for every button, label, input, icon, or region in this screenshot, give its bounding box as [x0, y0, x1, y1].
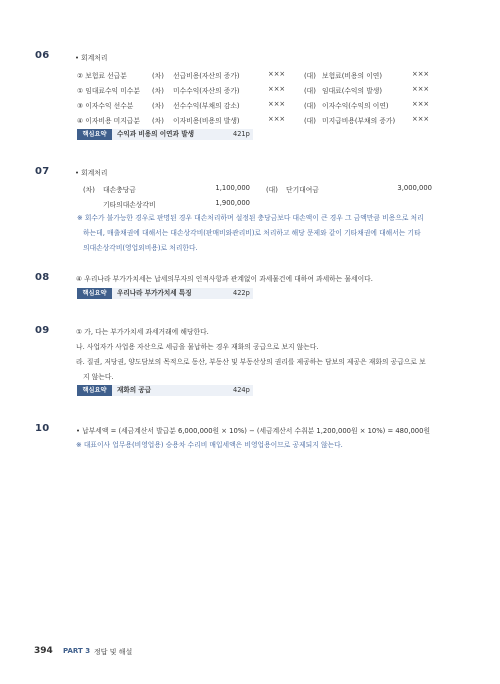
key-summary-title: 우리나라 부가가치세 특징 — [117, 289, 192, 297]
q07-dr-side: (차) — [83, 186, 95, 194]
key-summary-title: 재화의 공급 — [117, 386, 152, 394]
q06-row3-cr-side: (대) — [304, 102, 316, 110]
key-summary-page: 424p — [233, 386, 250, 394]
question-number-10: 10 — [35, 423, 50, 434]
q06-row3-cr-account: 이자수익(수익의 이연) — [322, 102, 389, 110]
footer-part-label: PART 3 — [63, 647, 91, 655]
q06-row2-dr-amount: ××× — [268, 85, 286, 93]
q06-row1-cr-account: 보험료(비용의 이연) — [322, 72, 382, 80]
q06-bullet: • 회계처리 — [75, 54, 108, 62]
question-number-08: 08 — [35, 272, 50, 283]
q09-line-4: 지 않는다. — [83, 373, 114, 381]
q06-key-summary-bar — [77, 129, 253, 140]
q07-dr-account-1: 대손충당금 — [103, 186, 136, 194]
key-summary-title: 수익과 비용의 이연과 발생 — [117, 130, 194, 138]
q06-row1-dr-amount: ××× — [268, 70, 286, 78]
q07-note-line-3: 의대손상각비(영업외비용)로 처리한다. — [83, 244, 198, 252]
q06-row1-dr-account: 선급비용(자산의 증가) — [173, 72, 240, 80]
q07-dr-amount-1: 1,100,000 — [215, 184, 250, 192]
q09-key-summary-bar — [77, 385, 253, 396]
q06-row4-dr-amount: ××× — [268, 115, 286, 123]
q06-row2-cr-amount: ××× — [412, 85, 430, 93]
footer-section-title: 정답 및 해설 — [94, 648, 133, 656]
q09-line-3: 라. 질권, 저당권, 양도담보의 목적으로 동산, 부동산 및 부동산상의 권리를 제공하는 담보의 제공은 재화의 공급으로 보 — [76, 358, 426, 366]
q06-row4-item: ④ 이자비용 미지급분 — [77, 117, 140, 125]
q07-bullet: • 회계처리 — [75, 169, 108, 177]
q06-row2-dr-account: 미수수익(자산의 증가) — [173, 87, 240, 95]
q06-row2-dr-side: (차) — [152, 87, 164, 95]
q08-key-summary-bar — [77, 288, 253, 299]
q07-dr-amount-2: 1,900,000 — [215, 199, 250, 207]
q06-row1-item: ② 보험료 선급분 — [77, 72, 127, 80]
q08-answer-text: ④ 우리나라 부가가치세는 납세의무자의 인적사항과 관계없이 과세물건에 대하여 과세하는 물세이다. — [76, 275, 373, 283]
q07-cr-side: (대) — [266, 186, 278, 194]
q07-dr-account-2: 기타의대손상각비 — [103, 201, 156, 209]
key-summary-tag: 핵심요약 — [77, 129, 112, 140]
q07-cr-account: 단기대여금 — [286, 186, 319, 194]
key-summary-tag: 핵심요약 — [77, 288, 112, 299]
q06-row4-cr-amount: ××× — [412, 115, 430, 123]
q06-row2-item: ① 임대료수익 미수분 — [77, 87, 140, 95]
key-summary-tag: 핵심요약 — [77, 385, 112, 396]
q09-line-1: ① 가, 다는 부가가치세 과세거래에 해당한다. — [76, 328, 209, 336]
key-summary-page: 422p — [233, 289, 250, 297]
q06-row3-dr-side: (차) — [152, 102, 164, 110]
q06-row4-dr-side: (차) — [152, 117, 164, 125]
q06-row3-dr-amount: ××× — [268, 100, 286, 108]
question-number-07: 07 — [35, 166, 50, 177]
key-summary-page: 421p — [233, 130, 250, 138]
page-number: 394 — [34, 646, 53, 656]
q06-row4-dr-account: 이자비용(비용의 발생) — [173, 117, 240, 125]
q06-row1-cr-side: (대) — [304, 72, 316, 80]
q09-line-2: 나. 사업자가 사업용 자산으로 세금을 물납하는 경우 재화의 공급으로 보지 않는다. — [76, 343, 319, 351]
q10-note: ※ 대표이사 업무용(비영업용) 승용차 수리비 매입세액은 비영업용이므로 공제되지 않는다. — [76, 441, 343, 449]
question-number-09: 09 — [35, 325, 50, 336]
q06-row2-cr-side: (대) — [304, 87, 316, 95]
q07-cr-amount: 3,000,000 — [397, 184, 432, 192]
q06-row4-cr-side: (대) — [304, 117, 316, 125]
q06-row4-cr-account: 미지급비용(부채의 증가) — [322, 117, 396, 125]
q10-formula: • 납부세액 = (세금계산서 발급분 6,000,000원 × 10%) − (세금계산서 수취분 1,200,000원 × 10%) = 480,000원 — [76, 427, 431, 435]
q06-row3-item: ③ 이자수익 선수분 — [77, 102, 134, 110]
q07-note-line-1: ※ 회수가 불가능한 경우로 판명된 경우 대손처리하며 설정된 충당금보다 대손액이 큰 경우 그 금액만큼 비용으로 처리 — [77, 214, 424, 222]
q07-note-line-2: 하는데, 매출채권에 대해서는 대손상각비(판매비와관리비)로 처리하고 해당 문제와 같이 기타채권에 대해서는 기타 — [83, 229, 421, 237]
q06-row3-cr-amount: ××× — [412, 100, 430, 108]
q06-row1-dr-side: (차) — [152, 72, 164, 80]
question-number-06: 06 — [35, 50, 50, 61]
q06-row2-cr-account: 임대료(수익의 발생) — [322, 87, 382, 95]
q06-row3-dr-account: 선수수익(부채의 감소) — [173, 102, 240, 110]
q06-row1-cr-amount: ××× — [412, 70, 430, 78]
